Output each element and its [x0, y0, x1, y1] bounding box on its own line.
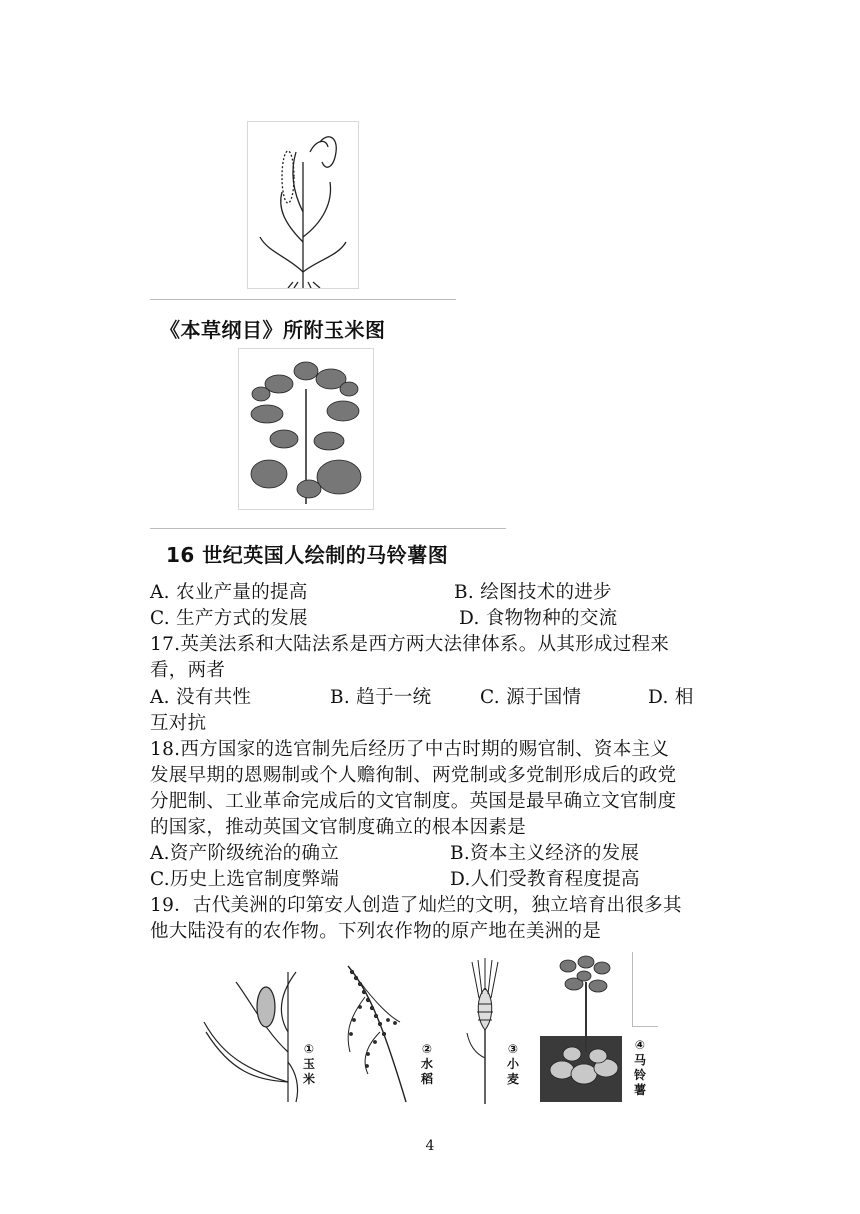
q19-stem-line2: 他大陆没有的农作物。下列农作物的原产地在美洲的是 — [150, 921, 602, 942]
potato-image-border-bottom — [632, 1026, 658, 1027]
figure2-caption: 16 世纪英国人绘制的马铃薯图 — [166, 543, 449, 567]
page-number: 4 — [425, 1138, 435, 1154]
q18-option-d: D.人们受教育程度提高 — [450, 869, 640, 890]
potato-image-border-right — [632, 952, 633, 1026]
potato-illustration — [238, 348, 374, 510]
q17-option-d-continued: 互对抗 — [150, 713, 207, 734]
wheat-icon — [464, 958, 506, 1104]
q18-option-a: A.资产阶级统治的确立 — [150, 843, 340, 864]
crop-label-wheat: ③小麦 — [506, 1042, 519, 1086]
q18-stem-line1: 18.西方国家的选官制先后经历了中古时期的赐官制、资本主义 — [150, 739, 670, 760]
q16-option-c: C. 生产方式的发展 — [150, 608, 308, 629]
corn-icon — [196, 962, 300, 1104]
q18-option-b: B.资本主义经济的发展 — [450, 843, 640, 864]
q17-stem-line2: 看，两者 — [150, 660, 226, 681]
q16-option-a: A. 农业产量的提高 — [150, 582, 308, 603]
figure1-divider — [150, 299, 456, 300]
potato-icon — [540, 952, 632, 1102]
q17-option-d: D. 相 — [648, 687, 694, 708]
corn-illustration — [247, 121, 359, 289]
figure1-caption: 《本草纲目》所附玉米图 — [160, 318, 386, 342]
crop-label-potato: ④马铃薯 — [633, 1038, 646, 1097]
figure2-divider — [150, 528, 506, 529]
crop-wheat — [464, 958, 524, 1104]
crop-potato — [540, 952, 660, 1104]
q18-stem-line2: 发展早期的恩赐制或个人赡徇制、两党制或多党制形成后的政党 — [150, 765, 677, 786]
crop-rice — [340, 962, 436, 1104]
q18-stem-line3: 分肥制、工业革命完成后的文官制度。英国是最早确立文官制度 — [150, 791, 677, 812]
q18-stem-line4: 的国家，推动英国文官制度确立的根本因素是 — [150, 817, 527, 838]
rice-icon — [340, 962, 420, 1104]
corn-plant-drawing — [248, 122, 358, 288]
crop-corn — [196, 962, 318, 1104]
q18-option-c: C.历史上选官制度弊端 — [150, 869, 340, 890]
q17-option-c: C. 源于国情 — [480, 687, 582, 708]
q17-option-b: B. 趋于一统 — [330, 687, 432, 708]
q17-stem-line1: 17.英美法系和大陆法系是西方两大法律体系。从其形成过程来 — [150, 634, 670, 655]
crop-label-corn: ①玉米 — [302, 1042, 315, 1086]
q16-option-b: B. 绘图技术的进步 — [454, 582, 612, 603]
q16-option-d: D. 食物物种的交流 — [459, 608, 618, 629]
crop-label-rice: ②水稻 — [420, 1042, 433, 1086]
potato-plant-drawing — [239, 349, 373, 509]
q19-stem-line1: 19．古代美洲的印第安人创造了灿烂的文明，独立培育出很多其 — [150, 895, 682, 916]
q17-option-a: A. 没有共性 — [150, 687, 252, 708]
